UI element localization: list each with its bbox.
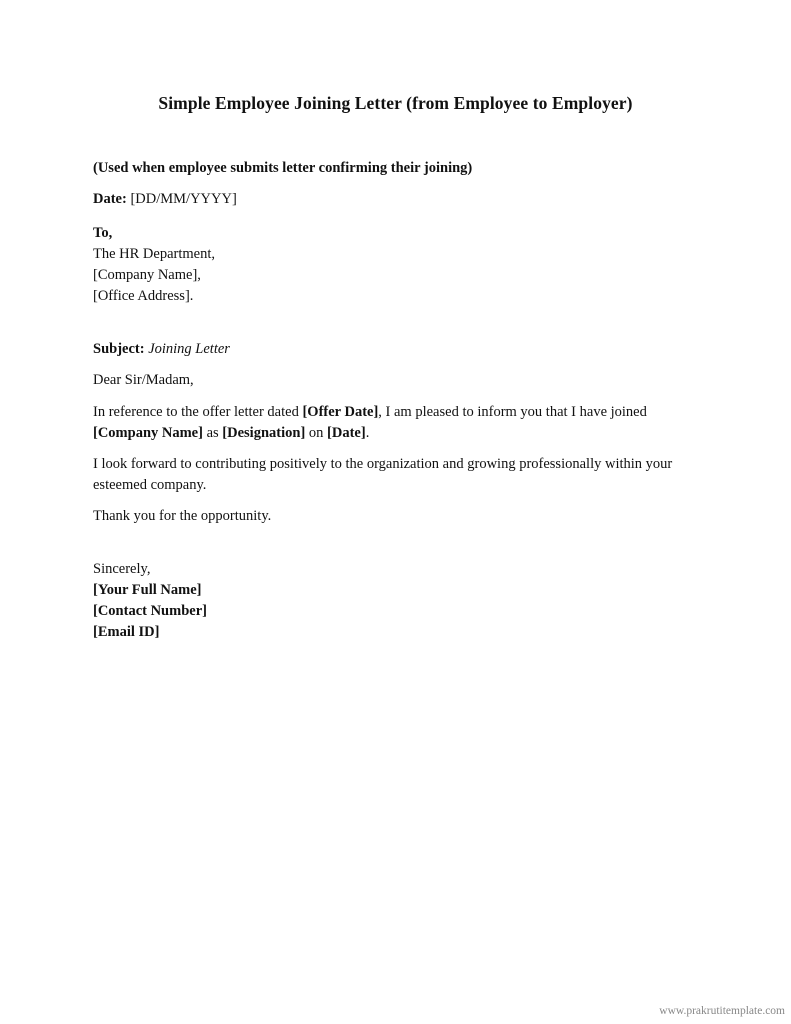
- date-label: Date:: [93, 191, 127, 207]
- placeholder-company-name: [Company Name]: [93, 425, 203, 441]
- recipient-block: [93, 223, 713, 307]
- signature-email: [Email ID]: [93, 624, 160, 640]
- salutation: Dear Sir/Madam,: [93, 372, 194, 388]
- body-paragraph-1: [93, 402, 713, 444]
- date-line: [93, 189, 713, 210]
- text: .: [365, 425, 370, 441]
- text: , I am pleased to inform you that I have joined: [378, 404, 647, 420]
- subject-line: [93, 339, 713, 360]
- signature-block: [93, 559, 713, 643]
- placeholder-date: [Date]: [327, 425, 366, 441]
- recipient-line: [Office Address].: [93, 288, 194, 304]
- recipient-line: [Company Name],: [93, 267, 201, 283]
- placeholder-designation: [Designation]: [222, 425, 306, 441]
- recipient-line: The HR Department,: [93, 246, 216, 262]
- body-paragraph-2: I look forward to contributing positively to the organization and growing professionally within your esteemed company.: [93, 456, 673, 493]
- text: In reference to the offer letter dated: [93, 404, 303, 420]
- subject-label: Subject:: [93, 341, 145, 357]
- document-title: Simple Employee Joining Letter (from Employee to Employer): [158, 93, 633, 113]
- signature-name: [Your Full Name]: [93, 582, 202, 598]
- text: as: [202, 425, 223, 441]
- subject-value: Joining Letter: [144, 341, 230, 357]
- text: on: [305, 425, 328, 441]
- date-value: [DD/MM/YYYY]: [126, 191, 237, 207]
- placeholder-offer-date: [Offer Date]: [302, 404, 379, 420]
- body-paragraph-3: Thank you for the opportunity.: [93, 508, 272, 524]
- letter-body: [93, 158, 713, 643]
- signature-contact: [Contact Number]: [93, 603, 207, 619]
- usage-note: (Used when employee submits letter confirming their joining): [93, 160, 473, 176]
- to-label: To,: [93, 225, 113, 241]
- footer-website: www.prakrutitemplate.com: [659, 1005, 785, 1017]
- closing: Sincerely,: [93, 561, 151, 577]
